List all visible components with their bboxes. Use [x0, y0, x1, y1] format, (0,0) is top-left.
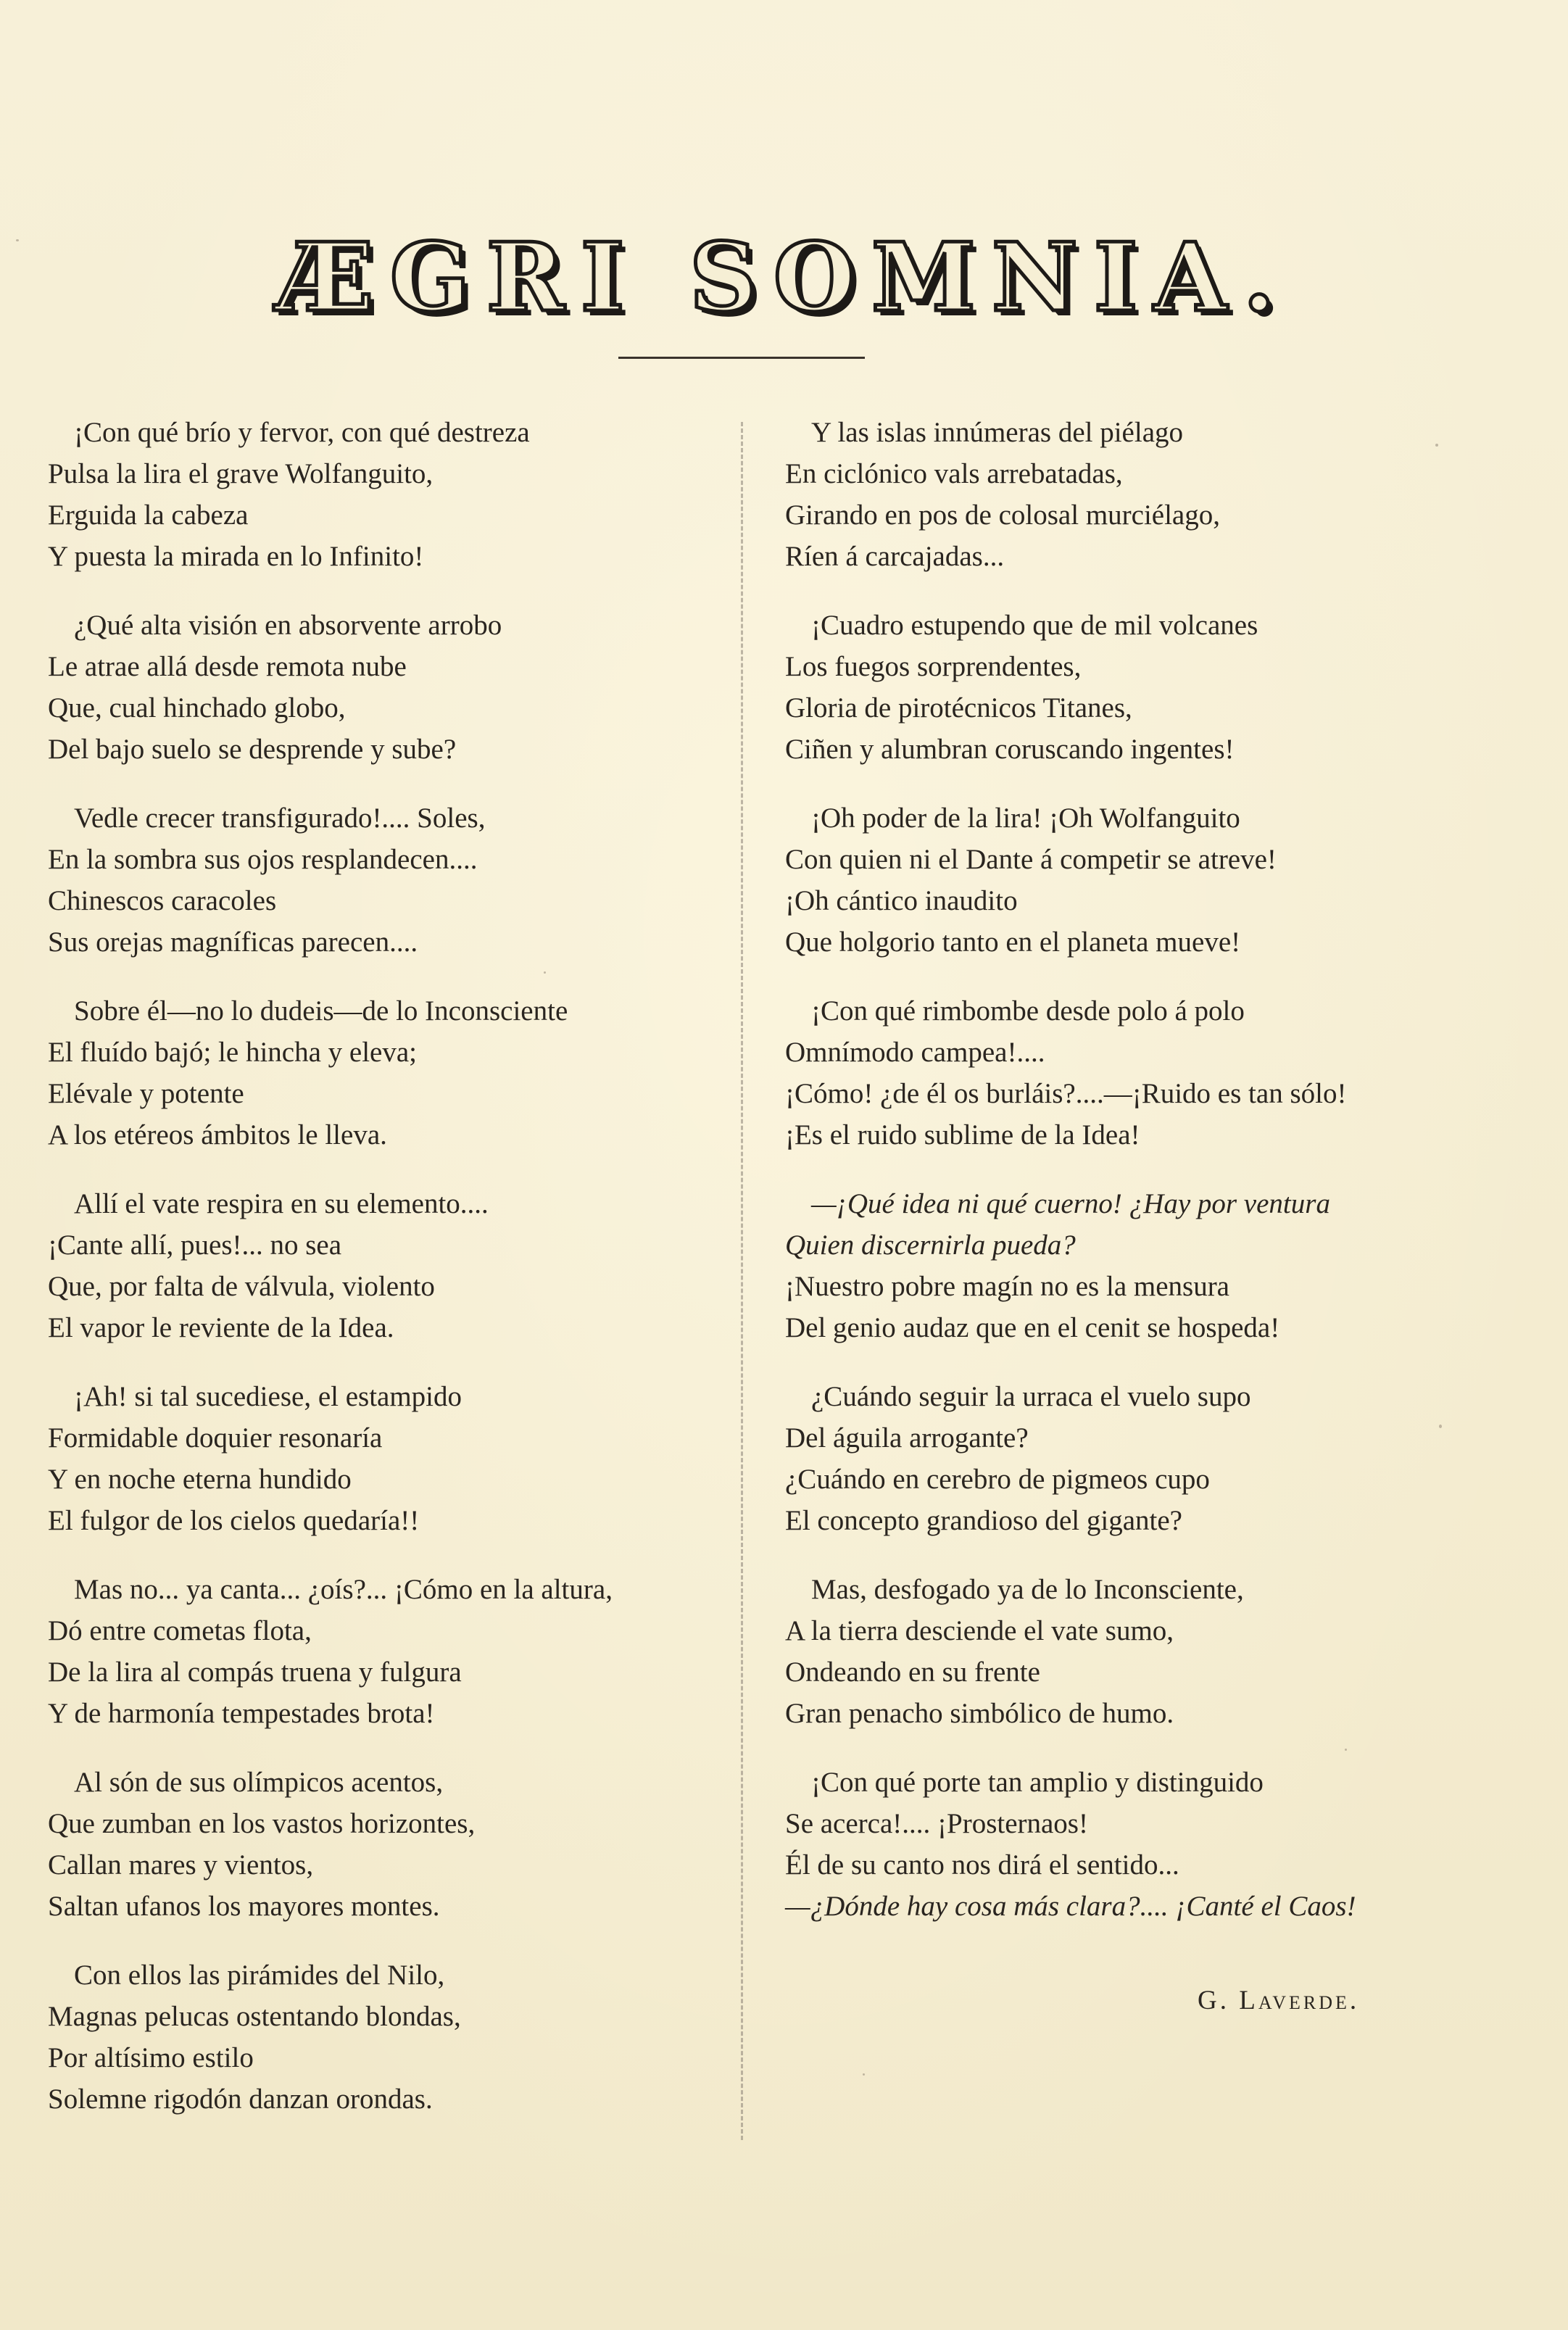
stanza [48, 1569, 733, 1734]
stanza [48, 605, 733, 770]
verse-line: A la tierra desciende el vate sumo, [785, 1615, 1174, 1646]
verse-line: El fluído bajó; le hincha y eleva; [48, 1037, 417, 1068]
verse-line: Gran penacho simbólico de humo. [785, 1698, 1174, 1729]
verse-line: Que zumban en los vastos horizontes, [48, 1808, 476, 1839]
verse-line: Del bajo suelo se desprende y sube? [48, 734, 457, 765]
verse-line: Pulsa la lira el grave Wolfanguito, [48, 458, 434, 489]
verse-line: Dó entre cometas flota, [48, 1615, 312, 1646]
verse-line: Magnas pelucas ostentando blondas, [48, 2001, 461, 2032]
verse-line: Por altísimo estilo [48, 2042, 254, 2073]
verse-line: Chinescos caracoles [48, 885, 277, 916]
author-signature: G. Laverde. [1198, 1986, 1360, 2015]
verse-line: Y las islas innúmeras del piélago [811, 417, 1184, 448]
stanza [785, 412, 1532, 577]
verse-line: Sus orejas magníficas parecen.... [48, 926, 418, 958]
verse-line: Ondeando en su frente [785, 1657, 1040, 1688]
verse-line: En ciclónico vals arrebatadas, [785, 458, 1123, 489]
verse-line: ¡Nuestro pobre magín no es la mensura [785, 1271, 1229, 1302]
stanza [48, 1954, 733, 2120]
verse-line: Del águila arrogante? [785, 1422, 1029, 1454]
verse-line: ¡Con qué brío y fervor, con qué destreza [74, 417, 530, 448]
stanza [48, 1376, 733, 1541]
stanza [48, 990, 733, 1156]
verse-line: Erguida la cabeza [48, 499, 249, 531]
verse-line: Callan mares y vientos, [48, 1849, 314, 1881]
verse-line: Con quien ni el Dante á competir se atreve! [785, 844, 1277, 875]
verse-line: El vapor le reviente de la Idea. [48, 1312, 394, 1343]
verse-line: ¡Con qué rimbombe desde polo á polo [811, 995, 1245, 1027]
verse-line: Que holgorio tanto en el planeta mueve! [785, 926, 1241, 958]
verse-line: Gloria de pirotécnicos Titanes, [785, 692, 1132, 724]
stanza [785, 605, 1532, 770]
verse-line: Vedle crecer transfigurado!.... Soles, [74, 803, 486, 834]
stanza [785, 1569, 1532, 1734]
verse-line: Formidable doquier resonaría [48, 1422, 383, 1454]
verse-line: Que, cual hinchado globo, [48, 692, 346, 724]
stanza [48, 1183, 733, 1348]
stanza [48, 797, 733, 963]
stanza [785, 990, 1532, 1156]
stanza [48, 412, 733, 577]
verse-line: Con ellos las pirámides del Nilo, [74, 1960, 445, 1991]
verse-line: Al són de sus olímpicos acentos, [74, 1767, 444, 1798]
stanza [48, 1762, 733, 1927]
verse-line: A los etéreos ámbitos le lleva. [48, 1119, 387, 1151]
verse-line: Mas no... ya canta... ¿oís?... ¡Cómo en la altura, [74, 1574, 613, 1605]
stanza [785, 1762, 1532, 1927]
verse-line: Ciñen y alumbran coruscando ingentes! [785, 734, 1235, 765]
verse-line: El fulgor de los cielos quedaría!! [48, 1505, 420, 1536]
verse-line: ¡Ah! si tal sucediese, el estampido [74, 1381, 462, 1412]
verse-line: Él de su canto nos dirá el sentido... [785, 1849, 1179, 1881]
verse-line: Omnímodo campea!.... [785, 1037, 1045, 1068]
verse-line: Y en noche eterna hundido [48, 1464, 352, 1495]
poem-title: ÆGRI SOMNIA. [276, 222, 1292, 333]
verse-line: ¡Oh cántico inaudito [785, 885, 1018, 916]
stanza [785, 797, 1532, 963]
verse-line: ¿Qué alta visión en absorvente arrobo [74, 610, 502, 641]
left-column [48, 412, 733, 2147]
verse-line: ¡Es el ruido sublime de la Idea! [785, 1119, 1140, 1151]
verse-line: Y puesta la mirada en lo Infinito! [48, 541, 424, 572]
verse-line: Saltan ufanos los mayores montes. [48, 1891, 440, 1922]
verse-line: Elévale y potente [48, 1078, 244, 1109]
verse-line: De la lira al compás truena y fulgura [48, 1657, 462, 1688]
verse-line: Que, por falta de válvula, violento [48, 1271, 435, 1302]
verse-line: ¿Cuándo en cerebro de pigmeos cupo [785, 1464, 1210, 1495]
verse-line: ¿Cuándo seguir la urraca el vuelo supo [811, 1381, 1251, 1412]
verse-line: Los fuegos sorprendentes, [785, 651, 1082, 682]
verse-line: Y de harmonía tempestades brota! [48, 1698, 435, 1729]
verse-line: Girando en pos de colosal murciélago, [785, 499, 1220, 531]
column-divider [741, 422, 743, 2140]
verse-line: El concepto grandioso del gigante? [785, 1505, 1182, 1536]
stanza [785, 1183, 1532, 1348]
verse-line: Ríen á carcajadas... [785, 541, 1005, 572]
right-column [785, 412, 1532, 1954]
verse-line: ¡Cuadro estupendo que de mil volcanes [811, 610, 1258, 641]
title-rule [618, 357, 865, 359]
verse-line: Se acerca!.... ¡Prosternaos! [785, 1808, 1088, 1839]
verse-line: Le atrae allá desde remota nube [48, 651, 407, 682]
verse-line: Allí el vate respira en su elemento.... [74, 1188, 489, 1219]
verse-line: ¡Cómo! ¿de él os burláis?....—¡Ruido es tan sólo! [785, 1078, 1347, 1109]
verse-line: Mas, desfogado ya de lo Inconsciente, [811, 1574, 1244, 1605]
stanza [785, 1376, 1532, 1541]
verse-line: Solemne rigodón danzan orondas. [48, 2084, 433, 2115]
verse-line: ¡Cante allí, pues!... no sea [48, 1230, 342, 1261]
verse-line: Quien discernirla pueda? [785, 1230, 1076, 1261]
verse-line: ¡Oh poder de la lira! ¡Oh Wolfanguito [811, 803, 1240, 834]
verse-line: Del genio audaz que en el cenit se hospeda! [785, 1312, 1280, 1343]
verse-line: ¡Con qué porte tan amplio y distinguido [811, 1767, 1264, 1798]
verse-line: Sobre él—no lo dudeis—de lo Inconsciente [74, 995, 568, 1027]
verse-line: —¡Qué idea ni qué cuerno! ¿Hay por ventura [811, 1188, 1330, 1219]
verse-line: —¿Dónde hay cosa más clara?.... ¡Canté el Caos! [785, 1891, 1356, 1922]
verse-line: En la sombra sus ojos resplandecen.... [48, 844, 478, 875]
